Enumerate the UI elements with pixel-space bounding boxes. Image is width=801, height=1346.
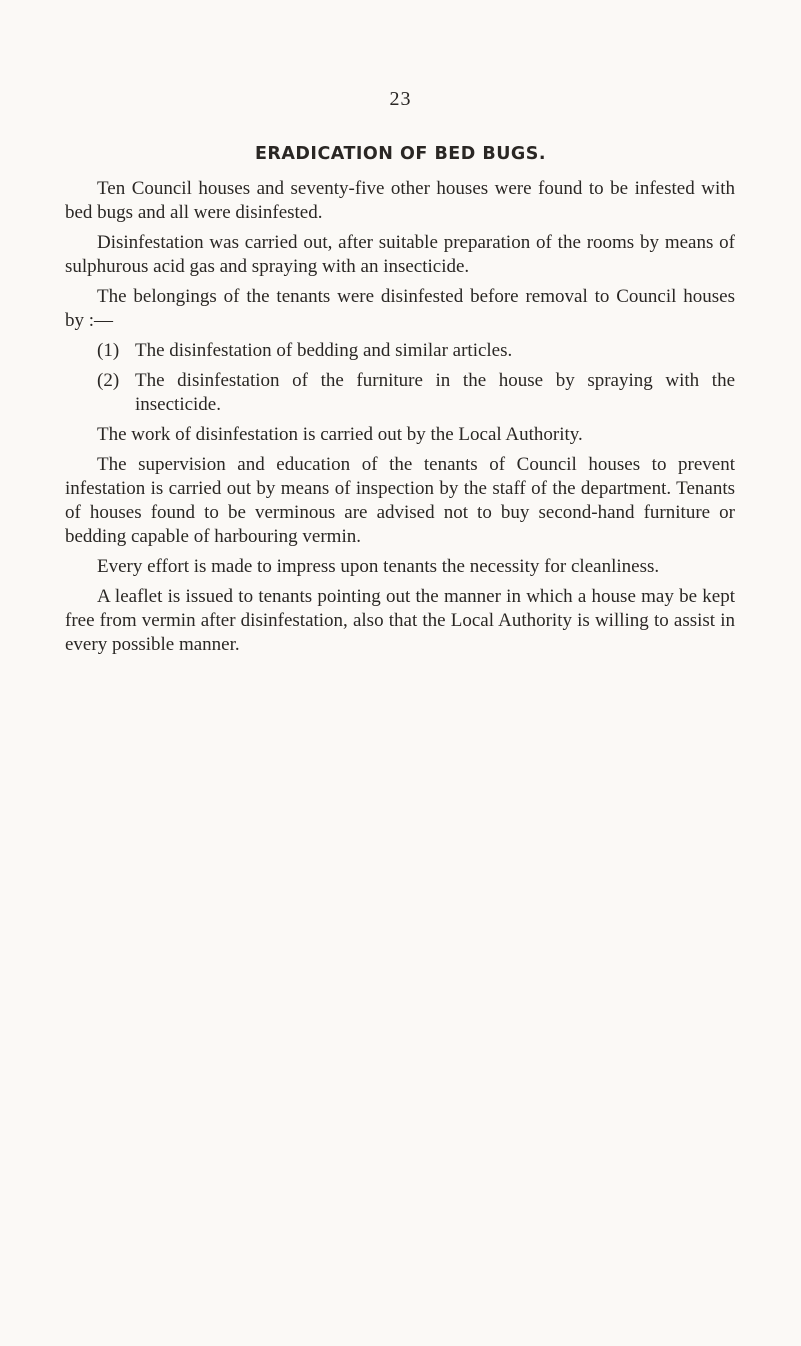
paragraph-belongings: The belongings of the tenants were disinfested before removal to Council houses by :— [65, 286, 735, 331]
paragraph-supervision: The supervision and education of the tenants of Council houses to prevent infestation is carried out by means of inspection by the staff of the department. Tenants of houses found to be verminous are advised not to buy second-hand furniture or bedding capable of harbouring vermin. [65, 454, 735, 547]
paragraph-infested-houses: Ten Council houses and seventy-five other houses were found to be infested with bed bugs and all were disinfested. [65, 178, 735, 223]
page-number: 23 [389, 88, 412, 110]
list-item-number: (1) [97, 340, 120, 361]
document-body [65, 177, 735, 663]
paragraph-leaflet: A leaflet is issued to tenants pointing out the manner in which a house may be kept free from vermin after disinfestation, also that the Local Authority is willing to assist in every possible manner. [65, 586, 735, 655]
paragraph-cleanliness: Every effort is made to impress upon tenants the necessity for cleanliness. [97, 556, 660, 577]
list-item-number: (2) [97, 370, 120, 391]
list-item [97, 339, 735, 363]
list-item [97, 369, 735, 417]
list-item-text: The disinfestation of bedding and similar articles. [135, 340, 513, 361]
list-item-text: The disinfestation of the furniture in the house by spraying with the insecticide. [135, 370, 735, 415]
paragraph-local-authority: The work of disinfestation is carried out by the Local Authority. [97, 424, 583, 445]
section-heading: ERADICATION OF BED BUGS. [254, 144, 547, 164]
paragraph-disinfestation-method: Disinfestation was carried out, after suitable preparation of the rooms by means of sulphurous acid gas and spraying with an insecticide. [65, 232, 735, 277]
